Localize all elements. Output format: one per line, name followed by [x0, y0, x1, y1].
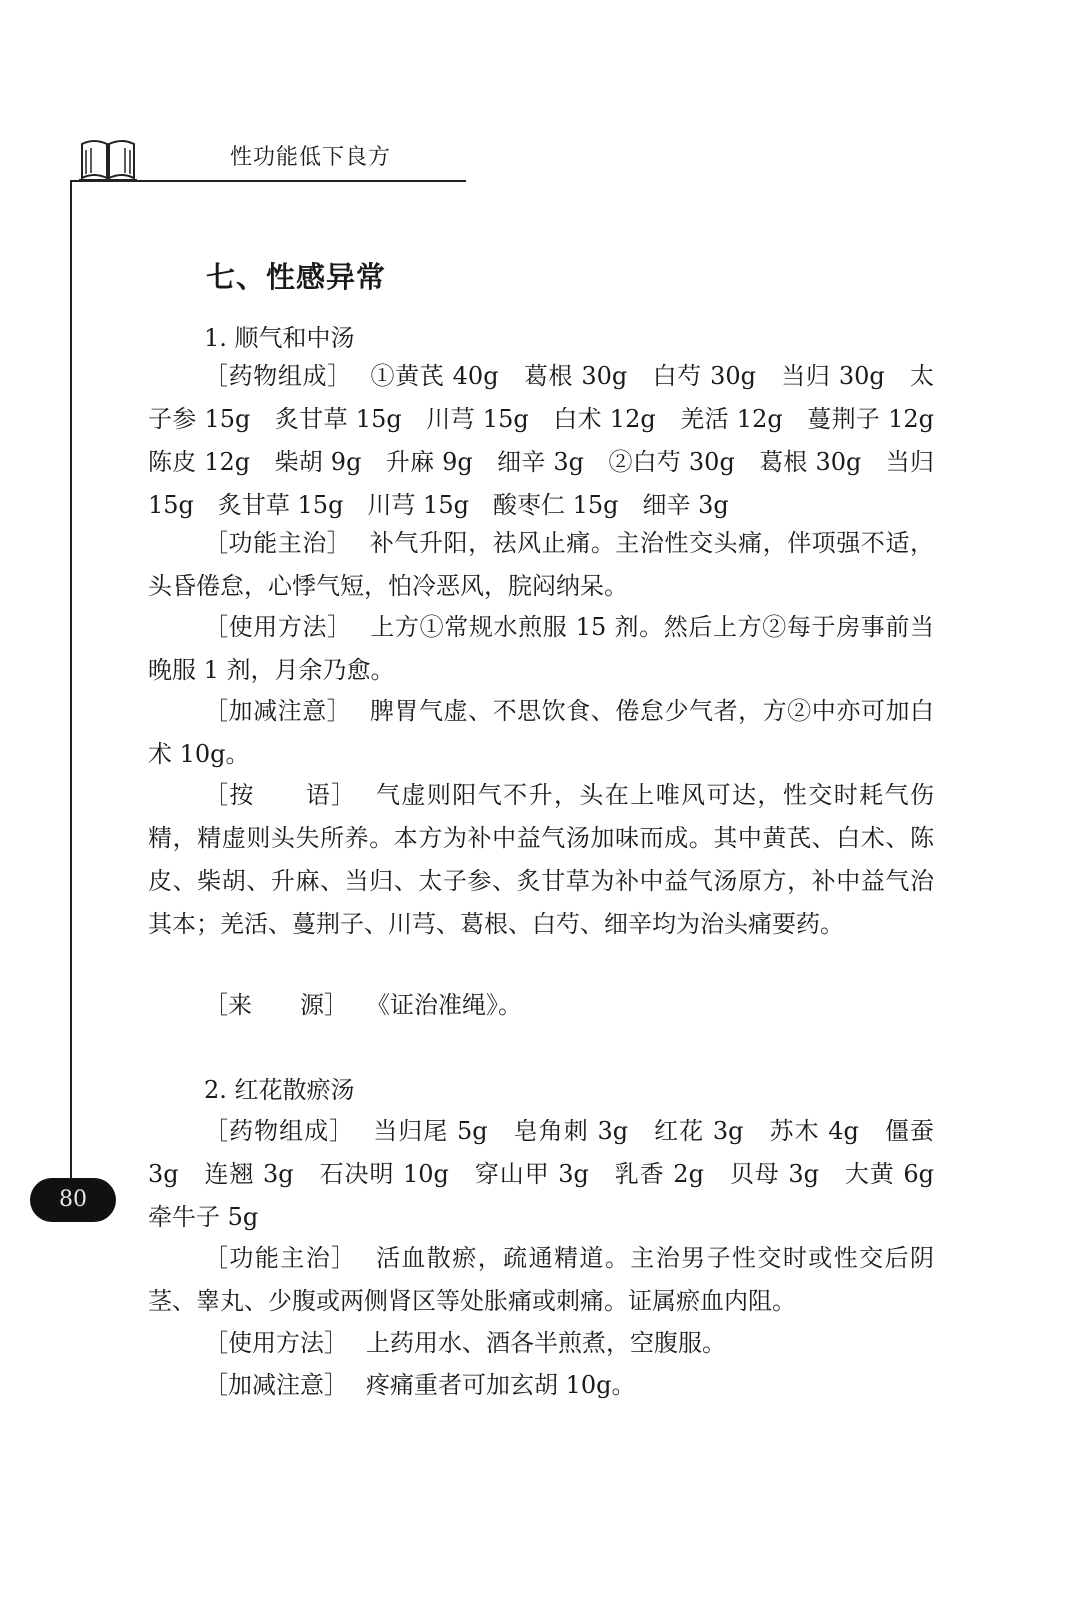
- source-text: 《证治准绳》。: [366, 991, 522, 1019]
- header-rule: [70, 180, 466, 182]
- note-paragraph: [148, 774, 934, 946]
- usage-text: 上药用水、酒各半煎煮，空腹服。: [366, 1329, 726, 1357]
- modification-label: ［加减注意］: [204, 1371, 348, 1399]
- function-label: ［功能主治］: [204, 1244, 357, 1272]
- usage-paragraph: [148, 1322, 934, 1365]
- modification-paragraph: [148, 1364, 934, 1407]
- function-paragraph: [148, 1237, 934, 1323]
- usage-label: ［使用方法］: [204, 1329, 348, 1357]
- recipe-title: 2. 红花散瘀汤: [204, 1076, 355, 1104]
- modification-text: 脾胃气虚、不思饮食、倦怠少气者，方②中亦可加白术 10g。: [148, 697, 935, 768]
- function-paragraph: [148, 522, 934, 608]
- usage-text: 上方①常规水煎服 15 剂。然后上方②每于房事前当晚服 1 剂，月余乃愈。: [148, 613, 935, 684]
- composition-text: 当归尾 5g 皂角刺 3g 红花 3g 苏木 4g 僵蚕 3g 连翘 3g 石决明 10g 穿山甲 3g 乳香 2g 贝母 3g 大黄 6g 牵牛子 5g: [148, 1117, 958, 1231]
- section-title: 七、性感异常: [206, 260, 387, 294]
- modification-paragraph: [148, 690, 934, 776]
- composition-label: ［药物组成］: [204, 362, 352, 390]
- running-header: 性功能低下良方: [230, 145, 392, 170]
- function-text: 活血散瘀，疏通精道。主治男子性交时或性交后阴茎、睾丸、少腹或两侧肾区等处胀痛或刺痛。证属瘀血内阻。: [148, 1244, 935, 1315]
- recipe-title: 1. 顺气和中汤: [204, 324, 355, 352]
- open-book-icon: [78, 136, 138, 182]
- source-paragraph: [148, 984, 934, 1027]
- composition-paragraph: [148, 1110, 958, 1239]
- note-label: ［按 语］: [204, 781, 357, 809]
- usage-paragraph: [148, 606, 934, 692]
- page-number-badge: 80: [30, 1178, 116, 1222]
- composition-label: ［药物组成］: [204, 1117, 355, 1145]
- source-label: ［来 源］: [204, 991, 348, 1019]
- modification-label: ［加减注意］: [204, 697, 352, 725]
- function-text: 补气升阳，祛风止痛。主治性交头痛，伴项强不适，头昏倦怠，心悸气短，怕冷恶风，脘闷纳呆。: [148, 529, 935, 600]
- function-label: ［功能主治］: [204, 529, 352, 557]
- note-text: 气虚则阳气不升，头在上唯风可达，性交时耗气伤精，精虚则头失所养。本方为补中益气汤加味而成。其中黄芪、白术、陈皮、柴胡、升麻、当归、太子参、炙甘草为补中益气汤原方，补中益气治其本；羌活、蔓荆子、川芎、葛根、白芍、细辛均为治头痛要药。: [148, 781, 935, 938]
- modification-text: 疼痛重者可加玄胡 10g。: [366, 1371, 636, 1399]
- composition-text: ①黄芪 40g 葛根 30g 白芍 30g 当归 30g 太子参 15g 炙甘草 15g 川芎 15g 白术 12g 羌活 12g 蔓荆子 12g 陈皮 12g 柴胡 9g 升麻 9g 细辛 3g ②白芍 30g 葛根 30g 当归 15g 炙甘草 15g 川芎 15g 酸枣仁 15g 细辛 3g: [148, 362, 958, 519]
- composition-paragraph: [148, 355, 958, 527]
- usage-label: ［使用方法］: [204, 613, 352, 641]
- side-rule: [70, 180, 72, 1180]
